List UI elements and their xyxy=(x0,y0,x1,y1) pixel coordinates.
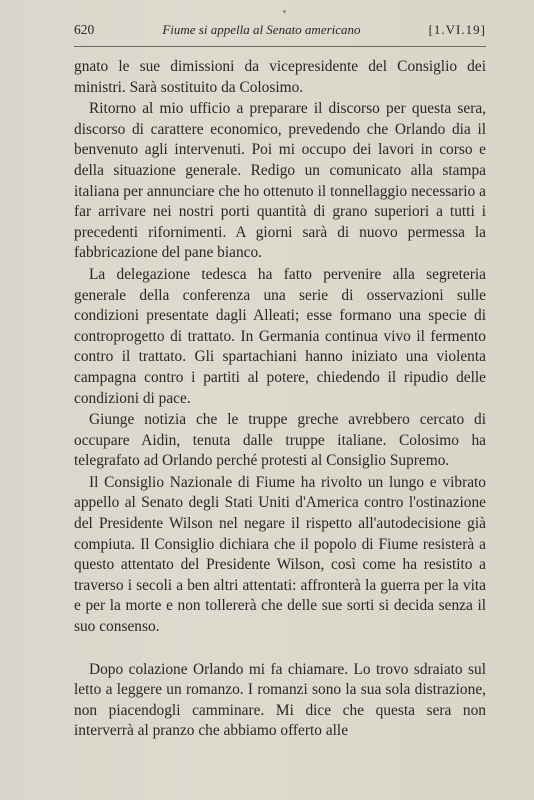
body-text xyxy=(74,57,486,743)
paragraph: Giunge notizia che le truppe greche avrebbero cercato di occupare Aidin, tenuta dalle truppe italiane. Colosimo ha telegrafato ad Orlando perché protesti al Consiglio Supremo. xyxy=(74,411,486,470)
header-date: [1.VI.19] xyxy=(428,22,486,37)
paragraph: Ritorno al mio ufficio a preparare il discorso per questa sera, discorso di carattere economico, prevedendo che Orlando dia il benvenuto agli intervenuti. Poi mi occupo dei lavori in corso e della situazione generale. Redigo un comunicato alla stampa italiana per annunciare che ho ottenuto il tonnellaggio necessario a far arrivare nei nostri porti quantità di grano superiori a tutti i precedenti rifornimenti. A giorni sarà di nuovo permessa la fabbricazione del pane bianco. xyxy=(74,100,486,262)
paragraph: La delegazione tedesca ha fatto pervenire alla segreteria generale della conferenza una serie di osservazioni sulle condizioni presentate dagli Alleati; esse formano una specie di controprogetto di trattato. In Germania continua vivo il fermento contro il trattato. Gli spartachiani hanno iniziato una violenta campagna contro i partiti al potere, chiedendo il ripudio delle condizioni di pace. xyxy=(74,265,486,407)
print-speck xyxy=(283,10,286,13)
page-number: 620 xyxy=(74,22,95,37)
paragraph: Il Consiglio Nazionale di Fiume ha rivolto un lungo e vibrato appello al Senato degli Stati Uniti d'America contro l'ostinazione del Presidente Wilson nel negare il rispetto all'autodecisione già compiuta. Il Consiglio dichiara che il popolo di Fiume resisterà a questo attentato del Presidente Wilson, così come ha resistito a traverso i secoli a ben altri attentati: affronterà la guerra per la vita e per la morte e non tollererà che delle sue sorti si decida senza il suo consenso. xyxy=(74,473,486,636)
running-title: Fiume si appella al Senato americano xyxy=(162,22,361,37)
running-header xyxy=(74,22,486,44)
header-rule xyxy=(74,46,486,47)
paragraph: gnato le sue dimissioni da vicepresidente del Consiglio dei ministri. Sarà sostituito da Colosimo. xyxy=(74,58,486,96)
paragraph: Dopo colazione Orlando mi fa chiamare. Lo trovo sdraiato sul letto a leggere un romanzo. I romanzi sono la sua sola distrazione, non piacendogli camminare. Mi dice che questa sera non interverrà al pranzo che abbiamo offerto alle xyxy=(74,660,486,740)
